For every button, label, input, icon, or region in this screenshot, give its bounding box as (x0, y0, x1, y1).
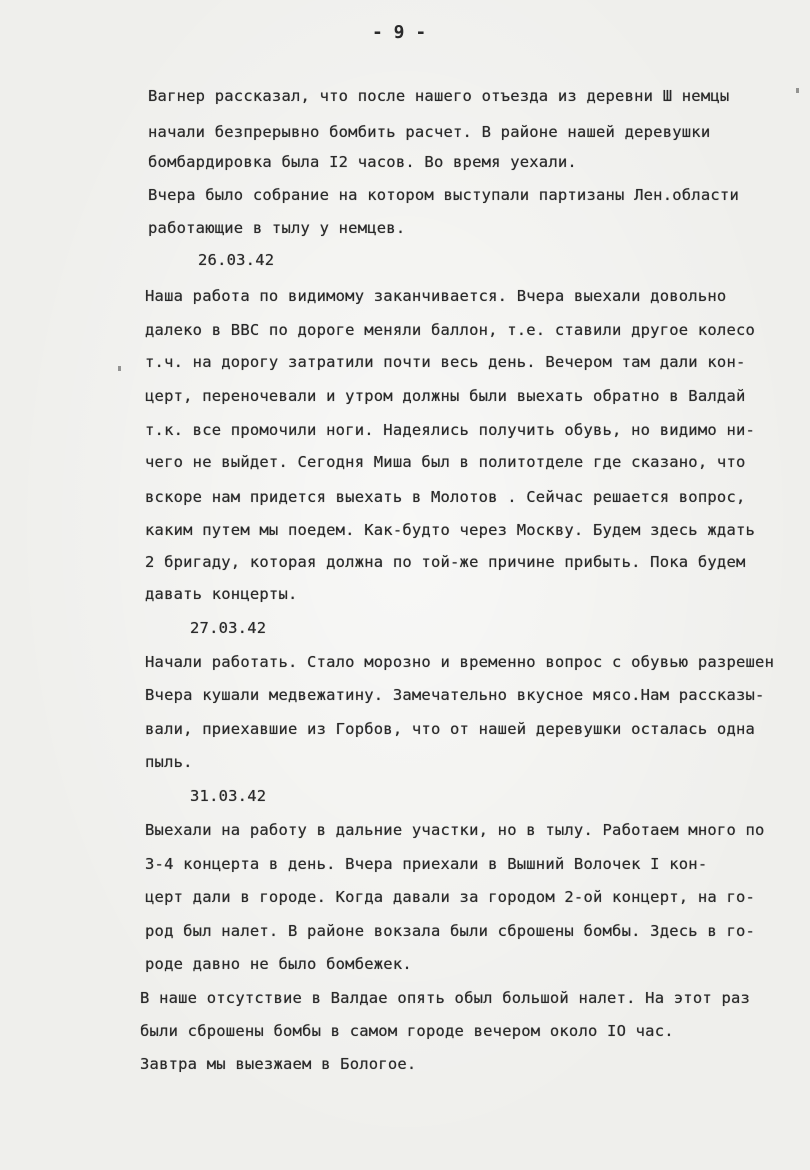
text-line: Завтра мы выезжаем в Бологое. (140, 1055, 417, 1073)
text-line: 2 бригаду, которая должна по той-же причине прибыть. Пока будем (145, 553, 746, 571)
text-line: были сброшены бомбы в самом городе вечером около IO час. (140, 1022, 674, 1040)
text-line: церт дали в городе. Когда давали за городом 2-ой концерт, на го- (145, 888, 756, 906)
text-line: т.ч. на дорогу затратили почти весь день. Вечером там дали кон- (145, 353, 746, 371)
text-line: каким путем мы поедем. Как-будто через Москву. Будем здесь ждать (145, 521, 756, 539)
text-line: Начали работать. Стало морозно и временно вопрос с обувью разрешен (145, 653, 775, 671)
text-line: бомбардировка была I2 часов. Во время уехали. (148, 153, 577, 171)
text-line: чего не выйдет. Сегодня Миша был в политотделе где сказано, что (145, 453, 746, 471)
text-line: т.к. все промочили ноги. Надеялись получить обувь, но видимо ни- (145, 421, 756, 439)
text-line: далеко в ВВС по дороге меняли баллон, т.е. ставили другое колесо (145, 321, 756, 339)
date-heading: 26.03.42 (198, 251, 275, 269)
ink-mark (118, 366, 121, 371)
page-number: - 9 - (372, 22, 427, 43)
ink-mark (796, 88, 799, 93)
text-line: роде давно не было бомбежек. (145, 955, 412, 973)
text-line: 3-4 концерта в день. Вчера приехали в Вышний Волочек I кон- (145, 855, 708, 873)
text-line: Вчера кушали медвежатину. Замечательно вкусное мясо.Нам рассказы- (145, 686, 765, 704)
text-line: Вчера было собрание на котором выступали партизаны Лен.области (148, 186, 739, 204)
text-line: Наша работа по видимому заканчивается. Вчера выехали довольно (145, 287, 727, 305)
text-line: вскоре нам придется выехать в Молотов . Сейчас решается вопрос, (145, 488, 746, 506)
text-line: род был налет. В районе вокзала были сброшены бомбы. Здесь в го- (145, 922, 756, 940)
text-line: пыль. (145, 753, 193, 771)
text-line: Вагнер рассказал, что после нашего отъезда из деревни Ш немцы (148, 87, 730, 105)
date-heading: 27.03.42 (190, 619, 267, 637)
text-line: начали безпрерывно бомбить расчет. В районе нашей деревушки (148, 123, 711, 141)
text-line: В наше отсутствие в Валдае опять обыл большой налет. На этот раз (140, 989, 751, 1007)
text-line: вали, приехавшие из Горбов, что от нашей деревушки осталась одна (145, 720, 756, 738)
text-line: работающие в тылу у немцев. (148, 219, 406, 237)
text-line: церт, переночевали и утром должны были выехать обратно в Валдай (145, 387, 746, 405)
date-heading: 31.03.42 (190, 787, 267, 805)
text-line: Выехали на работу в дальние участки, но в тылу. Работаем много по (145, 821, 765, 839)
text-line: давать концерты. (145, 585, 298, 603)
